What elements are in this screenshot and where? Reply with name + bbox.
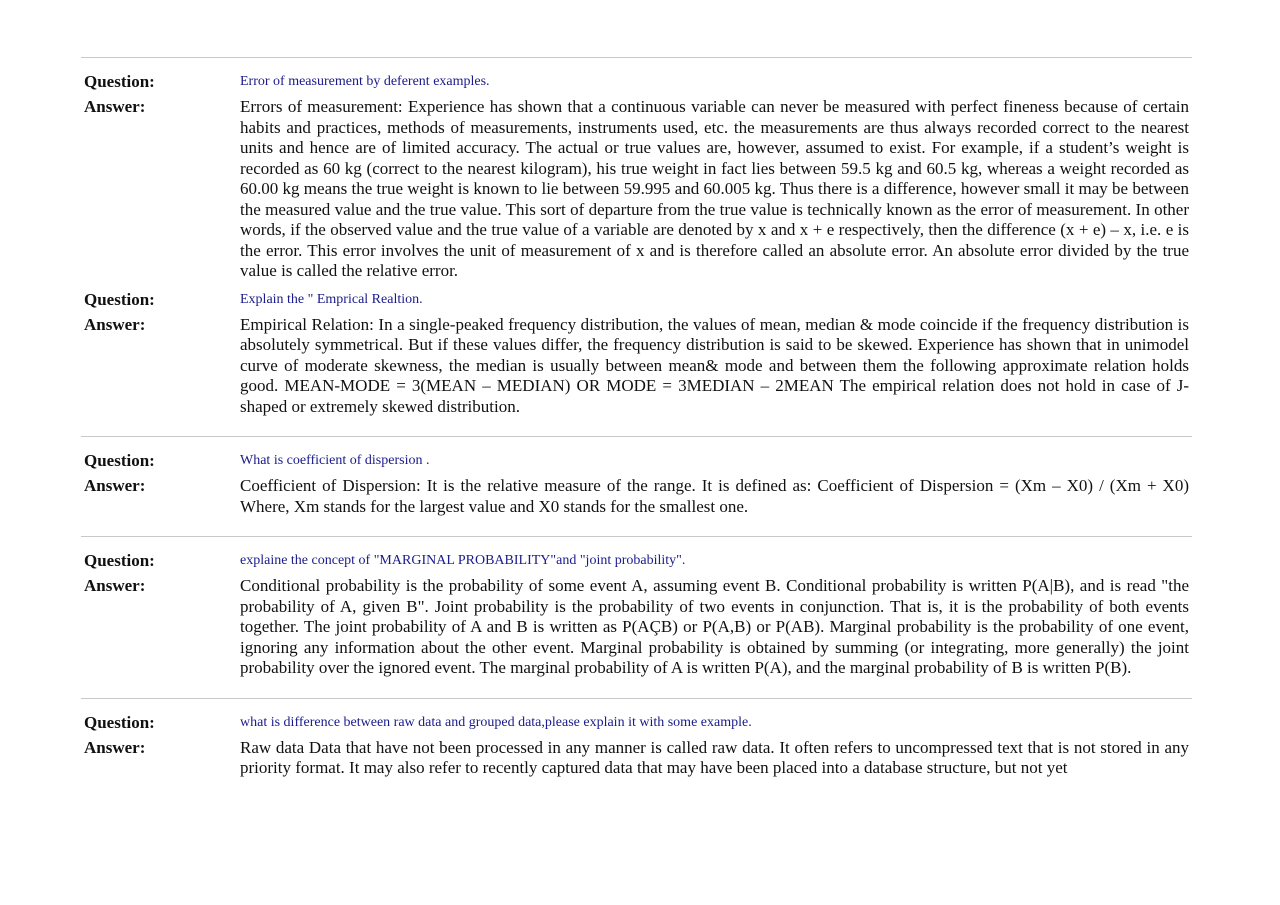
divider [81, 436, 1192, 437]
answer-row [81, 476, 1192, 517]
divider [81, 698, 1192, 699]
answer-text: Empirical Relation: In a single-peaked frequency distribution, the values of mean, median & mode coincide if the frequency distribution is absolutely symmetrical. But if these values differ, the frequency distribution is said to be skewed. Experience has shown that in unimodel curve of moderate skewness, the median is usually between mean& mode and between them the following approximate relation holds good. MEAN-MODE = 3(MEAN – MEDIAN) OR MODE = 3MEDIAN – 2MEAN The empirical relation does not hold in case of J-shaped or extremely skewed distribution. [240, 314, 1189, 416]
question-text: What is coefficient of dispersion . [240, 453, 430, 468]
qa-document [81, 57, 1192, 779]
question-row [81, 70, 1192, 94]
answer-label: Answer: [84, 97, 146, 116]
answer-text: Coefficient of Dispersion: It is the relative measure of the range. It is defined as: Coefficient of Dispersion = (Xm – X0) / (Xm + X0) Where, Xm stands for the largest value and X0 stands for the smallest one. [240, 476, 1189, 516]
question-text: Error of measurement by deferent examples. [240, 74, 490, 89]
question-row [81, 549, 1192, 573]
question-label: Question: [84, 551, 155, 570]
answer-text: Raw data Data that have not been processed in any manner is called raw data. It often refers to uncompressed text that is not stored in any priority format. It may also refer to recently captured data that may have been placed into a database structure, but not yet [240, 737, 1189, 777]
answer-label: Answer: [84, 314, 146, 334]
question-text: what is difference between raw data and grouped data,please explain it with some example. [240, 714, 752, 730]
answer-label: Answer: [84, 737, 146, 757]
answer-row [81, 97, 1192, 282]
question-label: Question: [84, 451, 155, 470]
answer-row [81, 315, 1192, 418]
question-text: explaine the concept of "MARGINAL PROBABILITY"and "joint probability". [240, 553, 686, 568]
qa-entry [81, 549, 1192, 679]
answer-text: Conditional probability is the probability of some event A, assuming event B. Conditional probability is written P(A|B), and is read "the probability of A, given B". Joint probability is the probability of two events in conjunction. That is, it is the probability of both events together. The joint probability of A and B is written as P(AÇB) or P(A,B) or P(AB). Marginal probability is the probability of one event, ignoring any information about the other event. Marginal probability is obtained by summing (or integrating, more generally) the joint probability over the ignored event. The marginal probability of A is written P(A), and the marginal probability of B is written P(B). [240, 576, 1189, 677]
answer-text: Errors of measurement: Experience has shown that a continuous variable can never be measured with perfect fineness because of certain habits and practices, methods of measurements, instruments used, etc. the measurements are thus always recorded correct to the nearest units and hence are of limited accuracy. The actual or true values are, however, assumed to exist. For example, if a student’s weight is recorded as 60 kg (correct to the nearest kilogram), his true weight in fact lies between 59.5 kg and 60.5 kg, whereas a weight recorded as 60.00 kg means the true weight is known to lie between 59.995 and 60.005 kg. Thus there is a difference, however small it may be between the measured value and the true value. This sort of departure from the true value is technically known as the error of measurement. In other words, if the observed value and the true value of a variable are denoted by x and x + e respectively, then the difference (x + e) – x, i.e. e is the error. This error involves the unit of measurement of x and is therefore called an absolute error. An absolute error divided by the true value is called the relative error. [240, 97, 1189, 280]
answer-row [81, 738, 1192, 779]
answer-row [81, 576, 1192, 679]
qa-entry [81, 711, 1192, 779]
qa-entry [81, 449, 1192, 517]
question-label: Question: [84, 72, 155, 91]
qa-entry [81, 288, 1192, 418]
answer-label: Answer: [84, 476, 146, 495]
answer-label: Answer: [84, 576, 146, 595]
question-text: Explain the " Emprical Realtion. [240, 291, 423, 307]
question-row [81, 711, 1192, 735]
question-label: Question: [84, 289, 155, 309]
question-row [81, 288, 1192, 312]
question-row [81, 449, 1192, 473]
divider [81, 57, 1192, 58]
qa-entry [81, 70, 1192, 282]
question-label: Question: [84, 712, 155, 732]
divider [81, 536, 1192, 537]
